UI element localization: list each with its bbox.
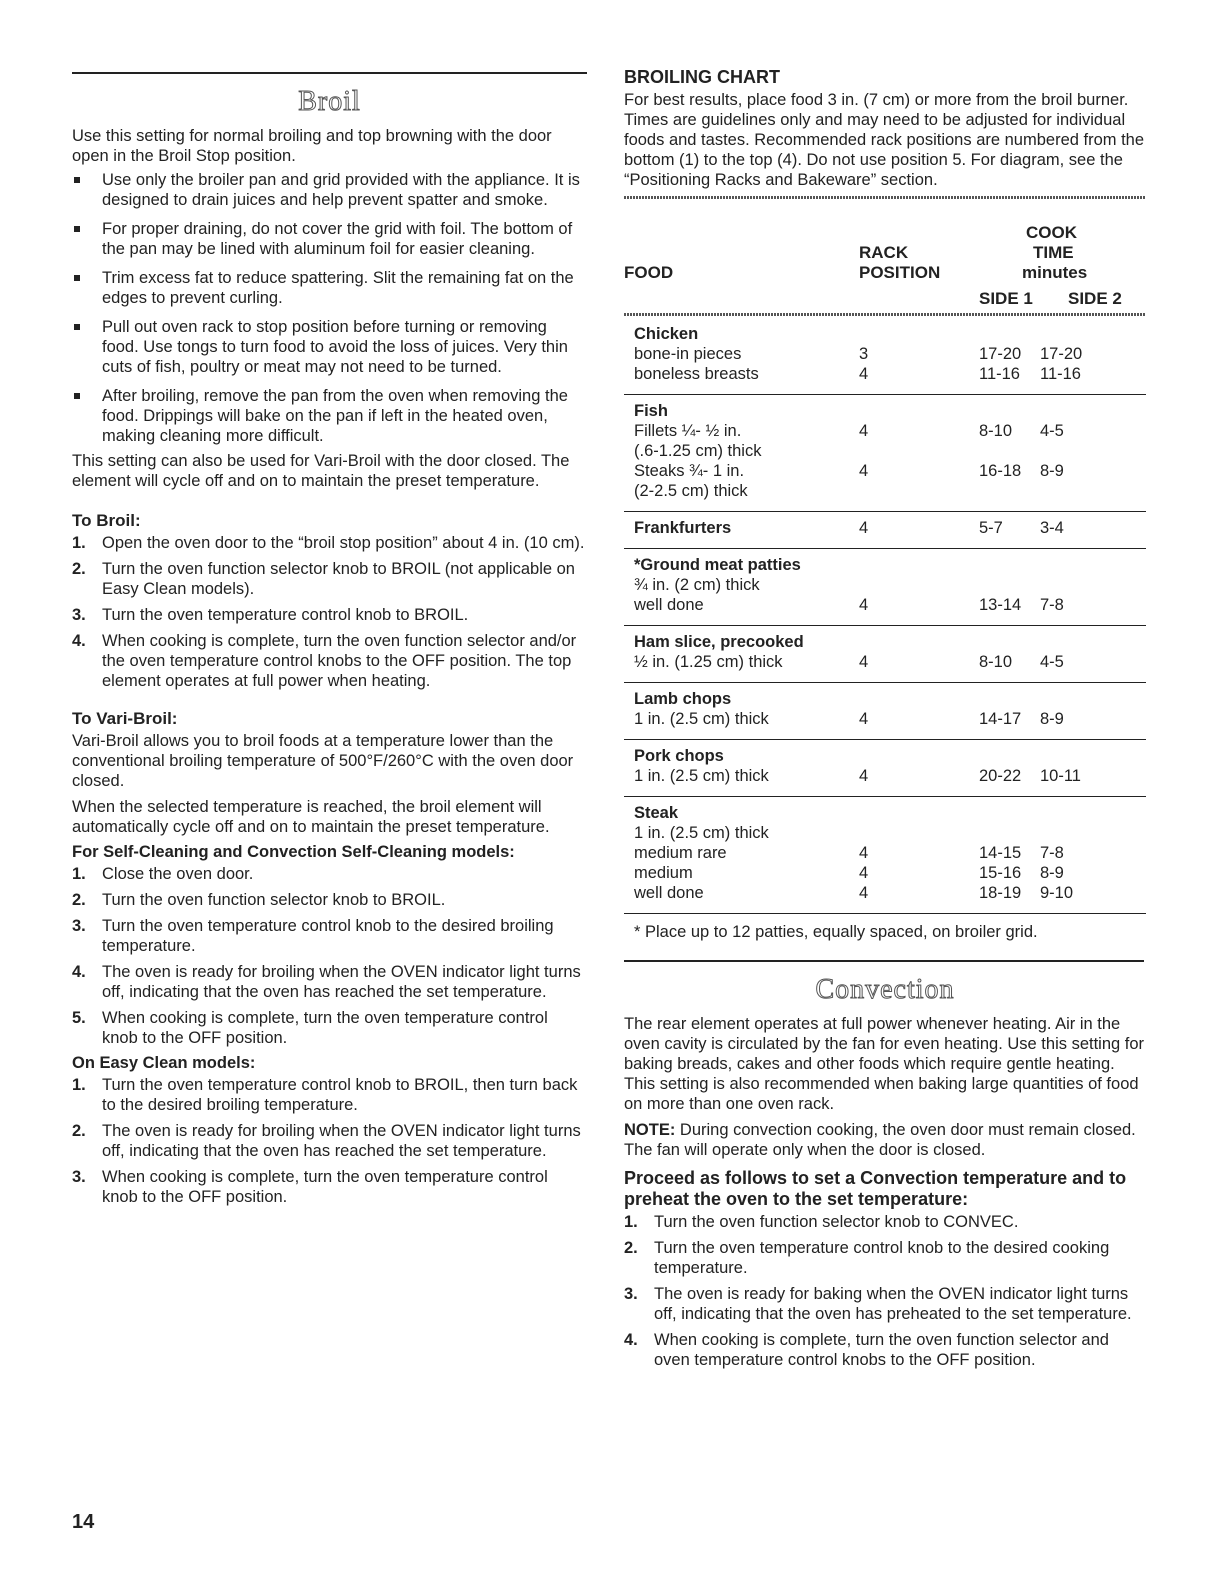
list-item: 1. Turn the oven function selector knob to CONVEC. bbox=[624, 1213, 1019, 1231]
vari-broil-paragraph-2: When the selected temperature is reached, the broil element will automatically cycle off and on to maintain the preset temperature. bbox=[72, 798, 550, 836]
food-cell: boneless breasts bbox=[634, 365, 759, 383]
broil-column bbox=[72, 0, 587, 1213]
table-row bbox=[634, 555, 1146, 575]
side-1-cell: 8-10 bbox=[979, 653, 1013, 671]
food-cell: medium bbox=[634, 864, 693, 882]
broil-section-title: Broil bbox=[298, 86, 361, 117]
list-item: 1. Close the oven door. bbox=[72, 865, 254, 883]
header-minutes: minutes bbox=[1022, 263, 1088, 282]
table-row bbox=[634, 461, 1146, 481]
chart-column bbox=[624, 0, 1146, 1376]
list-item: 2. Turn the oven function selector knob to BROIL (not applicable on Easy Clean models). bbox=[72, 560, 575, 598]
side-2-cell: 4-5 bbox=[1040, 422, 1064, 440]
table-row bbox=[634, 401, 1146, 421]
table-row bbox=[634, 595, 1146, 615]
table-row bbox=[634, 632, 1146, 652]
side-1-cell: 20-22 bbox=[979, 767, 1022, 785]
side-2-cell: 8-9 bbox=[1040, 864, 1064, 882]
list-item: Pull out oven rack to stop position before turning or removing food. Use tongs to turn food to avoid the loss of juices. Very thin cuts of fish, poultry or meat may not need to be turned. bbox=[72, 317, 587, 377]
list-item: 2. Turn the oven function selector knob to BROIL. bbox=[72, 891, 446, 909]
rack-position-cell: 4 bbox=[859, 462, 869, 480]
list-item: 2. Turn the oven temperature control knob to the desired cooking temperature. bbox=[624, 1239, 1110, 1277]
side-2-cell: 11-16 bbox=[1040, 365, 1081, 383]
side-1-cell: 14-17 bbox=[979, 710, 1022, 728]
food-cell: 1 in. (2.5 cm) thick bbox=[634, 710, 769, 728]
to-vari-broil-heading: To Vari-Broil: bbox=[72, 709, 178, 728]
rack-position-cell: 3 bbox=[859, 345, 869, 363]
to-broil-steps bbox=[72, 533, 587, 691]
table-row bbox=[634, 883, 1146, 903]
header-side-1: SIDE 1 bbox=[979, 289, 1033, 308]
page-number: 14 bbox=[72, 1511, 95, 1533]
side-2-cell: 10-11 bbox=[1040, 767, 1081, 785]
list-item: 2. The oven is ready for broiling when the OVEN indicator light turns off, indicating that the oven has reached the set temperature. bbox=[72, 1122, 581, 1160]
food-cell: ½ in. (1.25 cm) thick bbox=[634, 653, 783, 671]
side-2-cell: 8-9 bbox=[1040, 462, 1064, 480]
food-cell: 1 in. (2.5 cm) thick bbox=[634, 824, 769, 842]
convection-section-title: Convection bbox=[815, 974, 955, 1005]
rack-position-cell: 4 bbox=[859, 596, 869, 614]
table-row bbox=[634, 709, 1146, 729]
table-row bbox=[634, 518, 1146, 538]
table-row bbox=[634, 863, 1146, 883]
rack-position-cell: 4 bbox=[859, 653, 869, 671]
header-food: FOOD bbox=[624, 263, 674, 282]
side-1-cell: 11-16 bbox=[979, 365, 1020, 383]
table-row bbox=[634, 575, 1146, 595]
food-cell: Steaks ¾- 1 in. bbox=[634, 462, 745, 480]
food-group-name: Lamb chops bbox=[634, 690, 732, 708]
list-item: For proper draining, do not cover the grid with foil. The bottom of the pan may be lined with aluminum foil for easier cleaning. bbox=[72, 219, 587, 259]
easy-clean-heading: On Easy Clean models: bbox=[72, 1054, 256, 1072]
vari-broil-paragraph-1: Vari-Broil allows you to broil foods at a temperature lower than the conventional broiling temperature of 500°F/260°C with the oven door closed. bbox=[72, 732, 574, 790]
table-row-group bbox=[624, 548, 1146, 625]
dotted-divider bbox=[624, 196, 1146, 199]
rack-position-cell: 4 bbox=[859, 519, 869, 537]
self-clean-steps bbox=[72, 864, 587, 1048]
table-row bbox=[634, 421, 1146, 441]
side-2-cell: 4-5 bbox=[1040, 653, 1064, 671]
food-cell: (.6-1.25 cm) thick bbox=[634, 442, 762, 460]
table-row bbox=[634, 766, 1146, 786]
convection-steps bbox=[624, 1212, 1146, 1370]
side-1-cell: 18-19 bbox=[979, 884, 1022, 902]
side-2-cell: 3-4 bbox=[1040, 519, 1064, 537]
food-cell: bone-in pieces bbox=[634, 345, 742, 363]
header-side-2: SIDE 2 bbox=[1068, 289, 1122, 308]
food-cell: Fillets ¼- ½ in. bbox=[634, 422, 742, 440]
rack-position-cell: 4 bbox=[859, 422, 869, 440]
convection-intro: The rear element operates at full power whenever heating. Air in the oven cavity is circulated by the fan for even heating. Use this setting for baking breads, cakes and other foods which require gentle heating. This setting is also recommended when baking large quantities of food on more than one oven rack. bbox=[624, 1015, 1145, 1113]
side-2-cell: 17-20 bbox=[1040, 345, 1083, 363]
table-row bbox=[634, 481, 1146, 501]
side-2-cell: 8-9 bbox=[1040, 710, 1064, 728]
easy-clean-steps bbox=[72, 1075, 587, 1207]
broil-intro: Use this setting for normal broiling and top browning with the door open in the Broil Stop position. bbox=[72, 127, 552, 165]
table-row bbox=[634, 689, 1146, 709]
food-group-name: Chicken bbox=[634, 325, 699, 343]
food-cell: well done bbox=[634, 596, 704, 614]
table-row-group bbox=[624, 318, 1146, 394]
food-group-name: Pork chops bbox=[634, 747, 724, 765]
list-item: 3. The oven is ready for baking when the OVEN indicator light turns off, indicating that the oven has preheated to the set temperature. bbox=[624, 1285, 1132, 1323]
header-cook: COOK bbox=[1026, 223, 1077, 242]
vari-broil-note: This setting can also be used for Vari-Broil with the door closed. The element will cycle off and on to maintain the preset temperature. bbox=[72, 452, 570, 490]
food-cell: ¾ in. (2 cm) thick bbox=[634, 576, 760, 594]
list-item: 4. When cooking is complete, turn the oven function selector and oven temperature control knobs to the OFF position. bbox=[624, 1331, 1109, 1369]
side-1-cell: 13-14 bbox=[979, 596, 1022, 614]
side-2-cell: 7-8 bbox=[1040, 844, 1064, 862]
rack-position-cell: 4 bbox=[859, 844, 869, 862]
table-row bbox=[634, 441, 1146, 461]
side-1-cell: 14-15 bbox=[979, 844, 1022, 862]
food-group-name: Steak bbox=[634, 804, 679, 822]
list-item: 1. Open the oven door to the “broil stop position” about 4 in. (10 cm). bbox=[72, 534, 585, 552]
food-cell: well done bbox=[634, 884, 704, 902]
header-rack: RACK bbox=[859, 243, 909, 262]
dotted-divider bbox=[624, 313, 1146, 316]
table-row bbox=[634, 803, 1146, 823]
table-row-group bbox=[624, 682, 1146, 739]
side-1-cell: 15-16 bbox=[979, 864, 1022, 882]
food-group-name: Fish bbox=[634, 402, 668, 420]
table-row bbox=[634, 344, 1146, 364]
list-item: 4. The oven is ready for broiling when the OVEN indicator light turns off, indicating that the oven has reached the set temperature. bbox=[72, 963, 581, 1001]
list-item: After broiling, remove the pan from the oven when removing the food. Drippings will bake on the pan if left in the heated oven, making cleaning more difficult. bbox=[72, 386, 587, 446]
section-divider bbox=[624, 960, 1144, 962]
table-row-group bbox=[624, 796, 1146, 913]
broiling-chart-intro: For best results, place food 3 in. (7 cm) or more from the broil burner. Times are guidelines only and may need to be adjusted for individual foods and tastes. Recommended rack positions are numbered from the bottom (1) to the top (4). Do not use position 5. For diagram, see the “Positioning Racks and Bakeware” section. bbox=[624, 91, 1145, 189]
table-row-group bbox=[624, 739, 1146, 796]
self-clean-heading: For Self-Cleaning and Convection Self-Cleaning models: bbox=[72, 843, 515, 861]
rack-position-cell: 4 bbox=[859, 864, 869, 882]
broiling-chart-title: BROILING CHART bbox=[624, 67, 780, 87]
food-cell: medium rare bbox=[634, 844, 727, 862]
list-item: 3. When cooking is complete, turn the oven temperature control knob to the OFF position. bbox=[72, 1168, 548, 1206]
rack-position-cell: 4 bbox=[859, 365, 869, 383]
list-item: 3. Turn the oven temperature control knob to the desired broiling temperature. bbox=[72, 917, 554, 955]
list-item: Trim excess fat to reduce spattering. Slit the remaining fat on the edges to prevent curling. bbox=[72, 268, 587, 308]
header-position: POSITION bbox=[859, 263, 941, 282]
broiling-chart-header bbox=[624, 201, 1146, 311]
list-item: 4. When cooking is complete, turn the oven function selector and/or the oven temperature control knobs to the OFF position. The top element operates at full power when heating. bbox=[72, 632, 577, 690]
broil-tips-list bbox=[72, 170, 587, 446]
side-1-cell: 17-20 bbox=[979, 345, 1022, 363]
table-row bbox=[634, 746, 1146, 766]
rack-position-cell: 4 bbox=[859, 884, 869, 902]
side-2-cell: 7-8 bbox=[1040, 596, 1064, 614]
side-1-cell: 16-18 bbox=[979, 462, 1022, 480]
table-row bbox=[634, 324, 1146, 344]
list-item: 1. Turn the oven temperature control knob to BROIL, then turn back to the desired broiling temperature. bbox=[72, 1076, 578, 1114]
table-row bbox=[634, 364, 1146, 384]
convection-proceed-heading: Proceed as follows to set a Convection temperature and to preheat the oven to the set temperature: bbox=[624, 1168, 1127, 1209]
rack-position-cell: 4 bbox=[859, 710, 869, 728]
header-time: TIME bbox=[1033, 243, 1074, 262]
convection-note: NOTE: During convection cooking, the oven door must remain closed. The fan will operate only when the door is closed. bbox=[624, 1121, 1136, 1159]
broiling-chart-body bbox=[624, 318, 1146, 913]
food-cell: (2-2.5 cm) thick bbox=[634, 482, 748, 500]
table-row-group bbox=[624, 625, 1146, 682]
table-row-group bbox=[624, 394, 1146, 511]
list-item: 5. When cooking is complete, turn the oven temperature control knob to the OFF position. bbox=[72, 1009, 548, 1047]
food-group-name: Ham slice, precooked bbox=[634, 633, 804, 651]
table-row bbox=[634, 652, 1146, 672]
food-cell: 1 in. (2.5 cm) thick bbox=[634, 767, 769, 785]
side-1-cell: 5-7 bbox=[979, 519, 1003, 537]
list-item: Use only the broiler pan and grid provided with the appliance. It is designed to drain juices and help prevent spatter and smoke. bbox=[72, 170, 587, 210]
food-group-name: Frankfurters bbox=[634, 519, 732, 537]
side-2-cell: 9-10 bbox=[1040, 884, 1074, 902]
food-group-name: *Ground meat patties bbox=[634, 556, 801, 574]
section-divider bbox=[72, 72, 587, 74]
side-1-cell: 8-10 bbox=[979, 422, 1013, 440]
list-item: 3. Turn the oven temperature control knob to BROIL. bbox=[72, 606, 469, 624]
to-broil-heading: To Broil: bbox=[72, 511, 141, 530]
table-end-rule bbox=[624, 913, 1146, 914]
chart-footnote: * Place up to 12 patties, equally spaced, on broiler grid. bbox=[634, 923, 1038, 941]
table-row bbox=[634, 843, 1146, 863]
table-row-group bbox=[624, 511, 1146, 548]
rack-position-cell: 4 bbox=[859, 767, 869, 785]
table-row bbox=[634, 823, 1146, 843]
